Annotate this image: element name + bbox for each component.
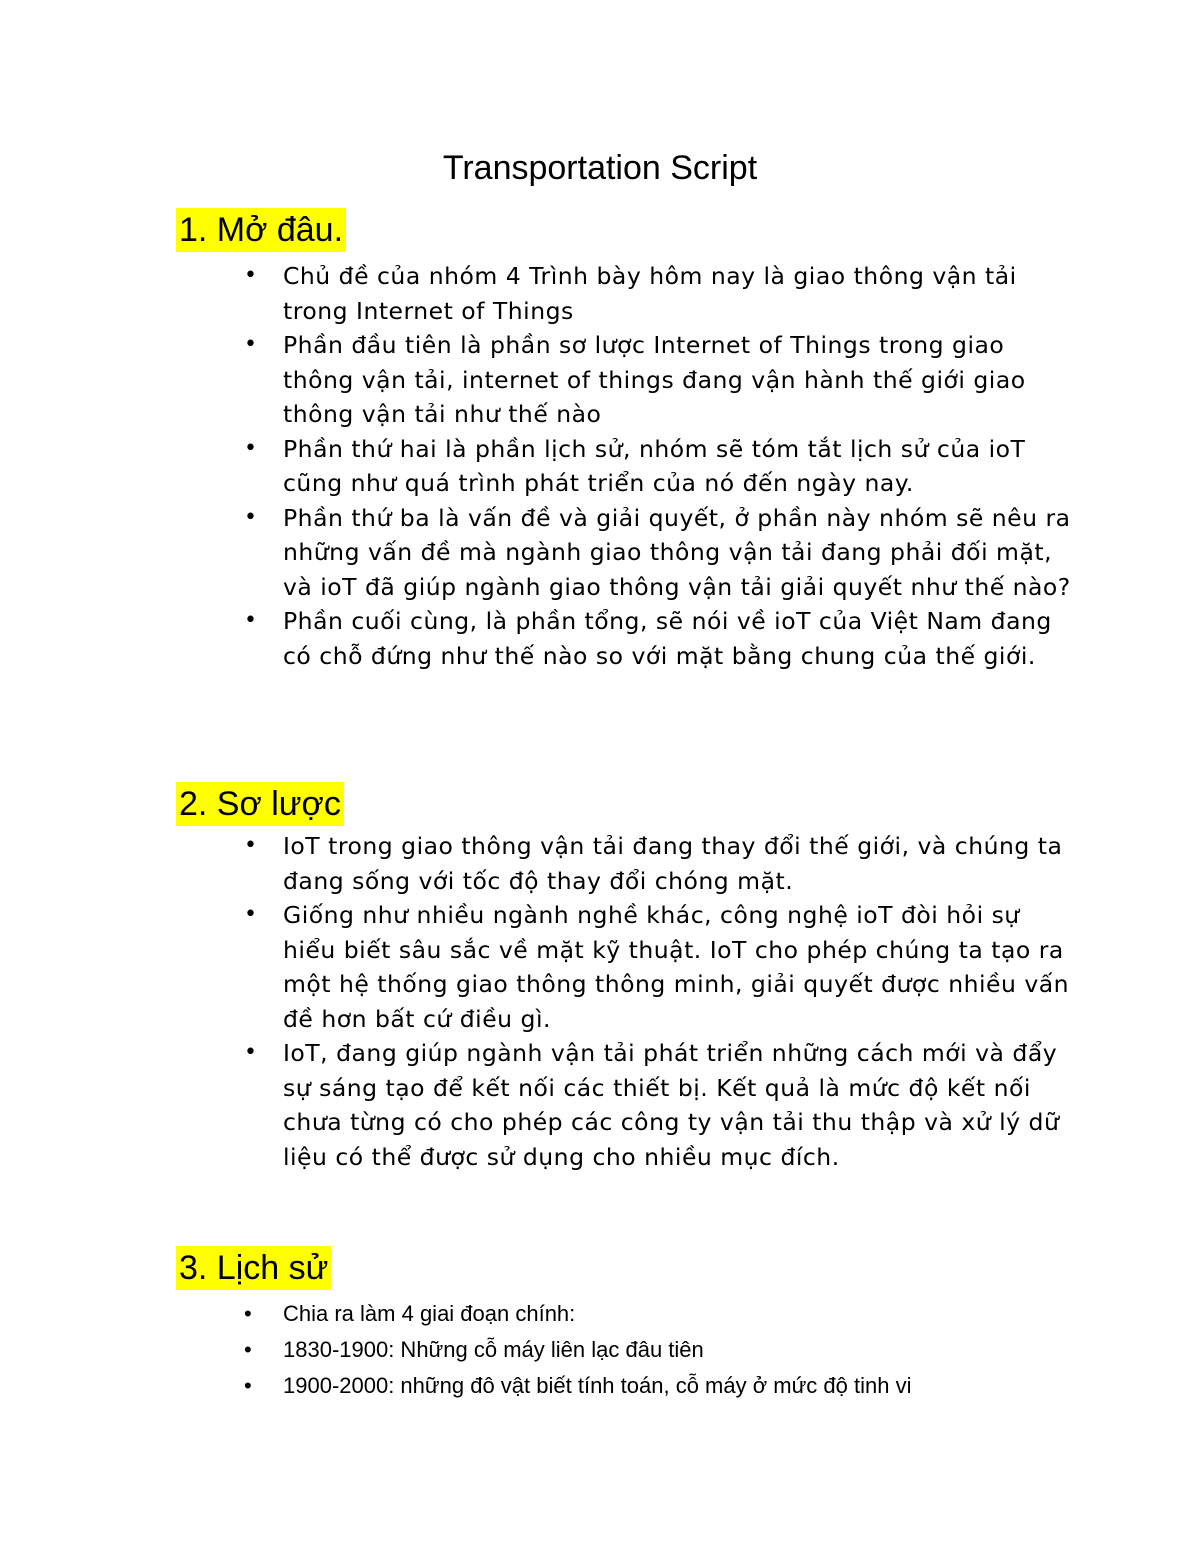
bullet-icon: • (244, 504, 258, 530)
list-item: • Phần cuối cùng, là phần tổng, sẽ nói về ioT của Việt Nam đang có chỗ đứng như thế nào so với mặt bằng chung của thế giới. (0, 604, 1073, 673)
bullet-icon: • (244, 1337, 252, 1362)
list-item: • IoT trong giao thông vận tải đang thay đổi thế giới, và chúng ta đang sống với tốc độ thay đổi chóng mặt. (0, 829, 1073, 898)
section-heading-2: 2. Sơ lược (176, 782, 344, 826)
section-heading-1: 1. Mở đâu. (176, 208, 346, 252)
list-item: • Chia ra làm 4 giai đoạn chính: (0, 1296, 1073, 1332)
bullet-icon: • (244, 1301, 252, 1326)
section-3-list (0, 1296, 1200, 1404)
list-item: • 1900-2000: những đô vật biết tính toán, cỗ máy ở mức độ tinh vi (0, 1368, 1073, 1404)
document-title: Transportation Script (442, 149, 758, 187)
bullet-icon: • (244, 263, 258, 288)
bullet-icon: • (244, 902, 258, 927)
list-item: • Phần đầu tiên là phần sơ lược Internet of Things trong giao thông vận tải, internet of things đang vận hành thế giới giao thông vận tải như thế nào (0, 328, 1073, 432)
bullet-icon: • (244, 1373, 252, 1398)
bullet-icon: • (244, 833, 258, 858)
bullet-icon: • (244, 1040, 258, 1065)
list-item: • Chủ đề của nhóm 4 Trình bày hôm nay là giao thông vận tải trong Internet of Things (0, 259, 1073, 328)
bullet-icon: • (244, 435, 258, 461)
section-1-list (0, 259, 1200, 673)
list-item: • Phần thứ ba là vấn đề và giải quyết, ở phần này nhóm sẽ nêu ra những vấn đề mà ngành giao thông vận tải đang phải đối mặt, và ioT đã giúp ngành giao thông vận tải giải quyết như thế nào? (0, 501, 1073, 605)
list-item: • Phần thứ hai là phần lịch sử, nhóm sẽ tóm tắt lịch sử của ioT cũng như quá trình phát triển của nó đến ngày nay. (0, 432, 1073, 501)
bullet-icon: • (244, 608, 258, 633)
section-2-list (0, 829, 1200, 1174)
section-heading-3: 3. Lịch sử (176, 1246, 331, 1290)
list-item: • IoT, đang giúp ngành vận tải phát triển những cách mới và đẩy sự sáng tạo để kết nối các thiết bị. Kết quả là mức độ kết nối chưa từng có cho phép các công ty vận tải thu thập và xử lý dữ liệu có thể được sử dụng cho nhiều mục đích. (0, 1036, 1073, 1174)
bullet-icon: • (244, 332, 258, 357)
list-item: • 1830-1900: Những cỗ máy liên lạc đâu tiên (0, 1332, 1073, 1368)
list-item: • Giống như nhiều ngành nghề khác, công nghệ ioT đòi hỏi sự hiểu biết sâu sắc về mặt kỹ thuật. IoT cho phép chúng ta tạo ra một hệ thống giao thông thông minh, giải quyết được nhiều vấn đề hơn bất cứ điều gì. (0, 898, 1073, 1036)
